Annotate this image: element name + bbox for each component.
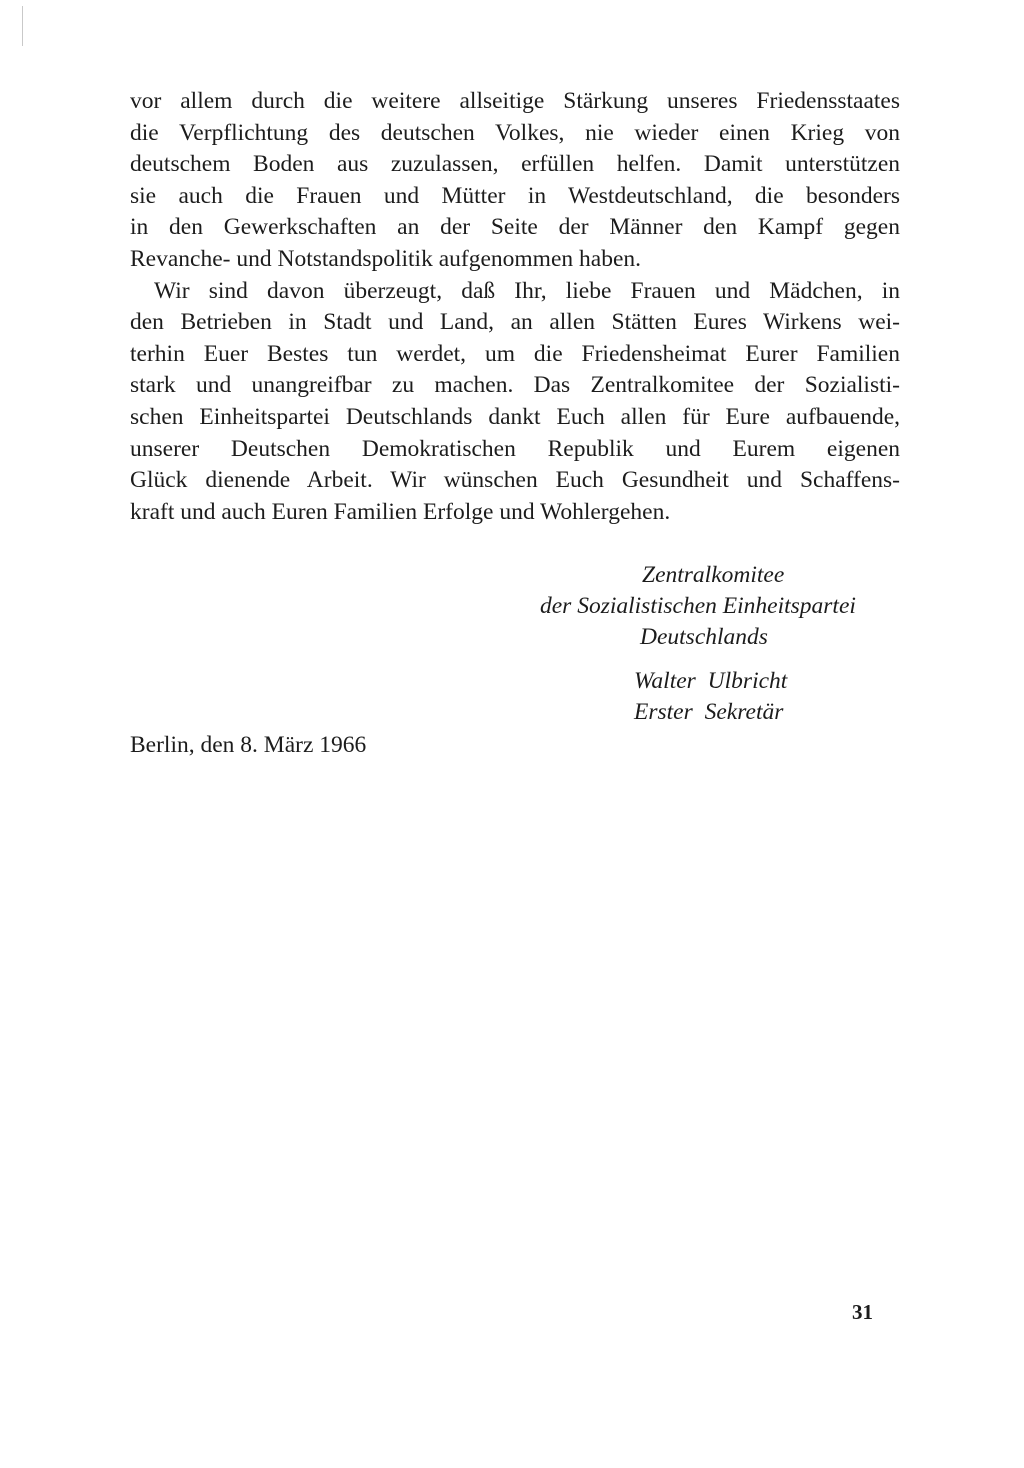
page-number: 31 xyxy=(852,1300,873,1324)
signatory-title: Erster Sekretär xyxy=(634,699,784,725)
paragraph-1 xyxy=(130,86,900,276)
signature-org-line: der Sozialistischen Einheitspartei xyxy=(540,593,856,619)
text-line: schen Einheitspartei Deutschlands dankt Euch allen für Eure aufbauende, xyxy=(130,403,900,430)
text-line: kraft und auch Euren Familien Erfolge und Wohlergehen. xyxy=(130,498,671,525)
letter-body xyxy=(130,86,900,528)
text-line: vor allem durch die weitere allseitige Stärkung unseres Friedensstaates xyxy=(130,88,900,114)
text-line: die Verpflichtung des deutschen Volkes, nie wieder einen Krieg von xyxy=(130,119,900,146)
paragraph-2 xyxy=(130,276,900,529)
text-line: Wir sind davon überzeugt, daß Ihr, liebe Frauen und Mädchen, in xyxy=(154,277,900,304)
text-line: in den Gewerkschaften an der Seite der Männer den Kampf gegen xyxy=(130,214,900,241)
text-line: sie auch die Frauen und Mütter in Westdeutschland, die besonders xyxy=(130,182,900,209)
text-line: Glück dienende Arbeit. Wir wünschen Euch Gesundheit und Schaffens- xyxy=(130,467,900,494)
signature-org-line: Zentralkomitee xyxy=(642,562,785,588)
text-line: terhin Euer Bestes tun werdet, um die Friedensheimat Eurer Familien xyxy=(130,340,900,367)
text-line: stark und unangreifbar zu machen. Das Zentralkomitee der Sozialisti- xyxy=(130,372,900,399)
text-line: deutschem Boden aus zuzulassen, erfüllen helfen. Damit unterstützen xyxy=(130,151,900,178)
scan-edge-mark xyxy=(22,6,23,46)
place-and-date: Berlin, den 8. März 1966 xyxy=(130,732,367,758)
signature-org-line: Deutschlands xyxy=(640,624,768,650)
signatory-name: Walter Ulbricht xyxy=(634,668,788,694)
text-line: den Betrieben in Stadt und Land, an allen Stätten Eures Wirkens wei- xyxy=(130,309,900,336)
text-line: Revanche- und Notstandspolitik aufgenommen haben. xyxy=(130,245,641,272)
text-line: unserer Deutschen Demokratischen Republik und Eurem eigenen xyxy=(130,435,900,462)
